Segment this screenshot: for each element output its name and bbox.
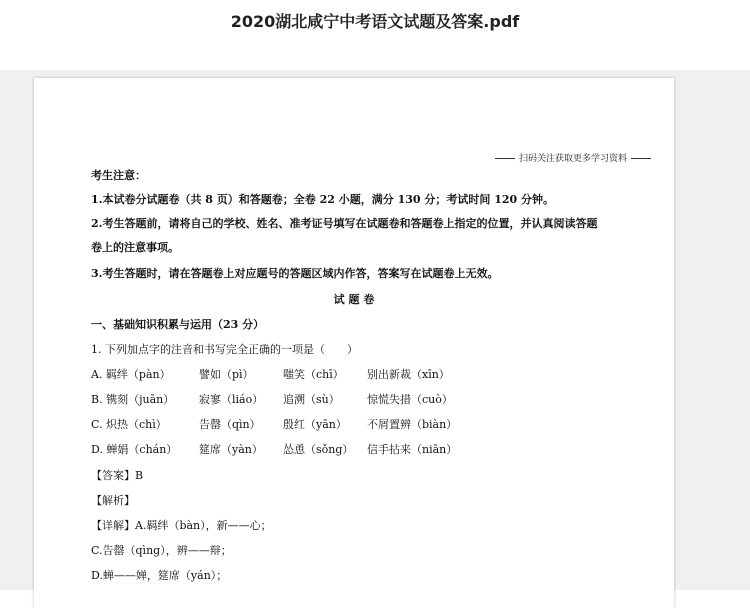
header-rule-left — [495, 158, 515, 159]
notice-title: 考生注意： — [91, 169, 146, 182]
option-d-1: D. 蝉娟（chán） — [91, 443, 178, 456]
option-a-4: 别出新裁（xīn） — [367, 368, 450, 381]
notice-item-1: 1.本试卷分试题卷（共 8 页）和答题卷；全卷 22 小题，满分 130 分；考试时间 120 分钟。 — [91, 193, 555, 206]
option-a-2: 譬如（pì） — [199, 368, 254, 381]
header-note — [491, 151, 655, 164]
option-d-2: 筵席（yàn） — [199, 443, 263, 456]
option-c-1: C. 炽热（chì） — [91, 418, 167, 431]
option-b-1: B. 镌刻（juān） — [91, 393, 175, 406]
option-b-4: 惊慌失措（cuò） — [367, 393, 453, 406]
option-c-2: 告罄（qìn） — [199, 418, 261, 431]
option-c-3: 殷红（yān） — [283, 418, 347, 431]
analysis-label: 【解析】 — [91, 494, 135, 507]
notice-item-2: 2.考生答题前，请将自己的学校、姓名、准考证号填写在试题卷和答题卷上指定的位置，并认真阅读答题 — [91, 217, 598, 230]
option-d-3: 怂恿（sǒng） — [283, 443, 354, 456]
document-title: 2020湖北咸宁中考语文试题及答案.pdf — [230, 12, 520, 31]
detail-line-1: 【详解】A.羁绊（bàn），新——心； — [91, 519, 272, 532]
option-a-3: 嗤笑（chī） — [283, 368, 344, 381]
title-bar — [0, 0, 750, 70]
option-d-4: 信手拈来（niān） — [367, 443, 458, 456]
option-b-3: 追溯（sù） — [283, 393, 340, 406]
answer-line: 【答案】B — [91, 469, 144, 482]
pdf-viewer[interactable] — [0, 70, 750, 590]
part-heading: 一、基础知识积累与运用（23 分） — [91, 318, 265, 331]
notice-item-2-cont: 卷上的注意事项。 — [91, 241, 179, 254]
option-c-4: 不屑置辨（biàn） — [367, 418, 458, 431]
option-b-2: 寂寥（liáo） — [199, 393, 264, 406]
question-1: 1. 下列加点字的注音和书写完全正确的一项是（ ） — [91, 343, 358, 356]
notice-item-3: 3.考生答题时，请在答题卷上对应题号的答题区域内作答，答案写在试题卷上无效。 — [91, 267, 499, 280]
option-a-1: A. 羁绊（pàn） — [91, 368, 171, 381]
header-rule-right — [631, 158, 651, 159]
detail-line-2: C.告罄（qìng），辨——辩； — [91, 544, 232, 557]
header-note-text: 扫码关注获取更多学习资料 — [518, 154, 627, 164]
pdf-page — [34, 78, 674, 608]
section-title: 试 题 卷 — [333, 293, 375, 306]
detail-line-3: D.蝉——婵，筵席（yán）； — [91, 569, 228, 582]
